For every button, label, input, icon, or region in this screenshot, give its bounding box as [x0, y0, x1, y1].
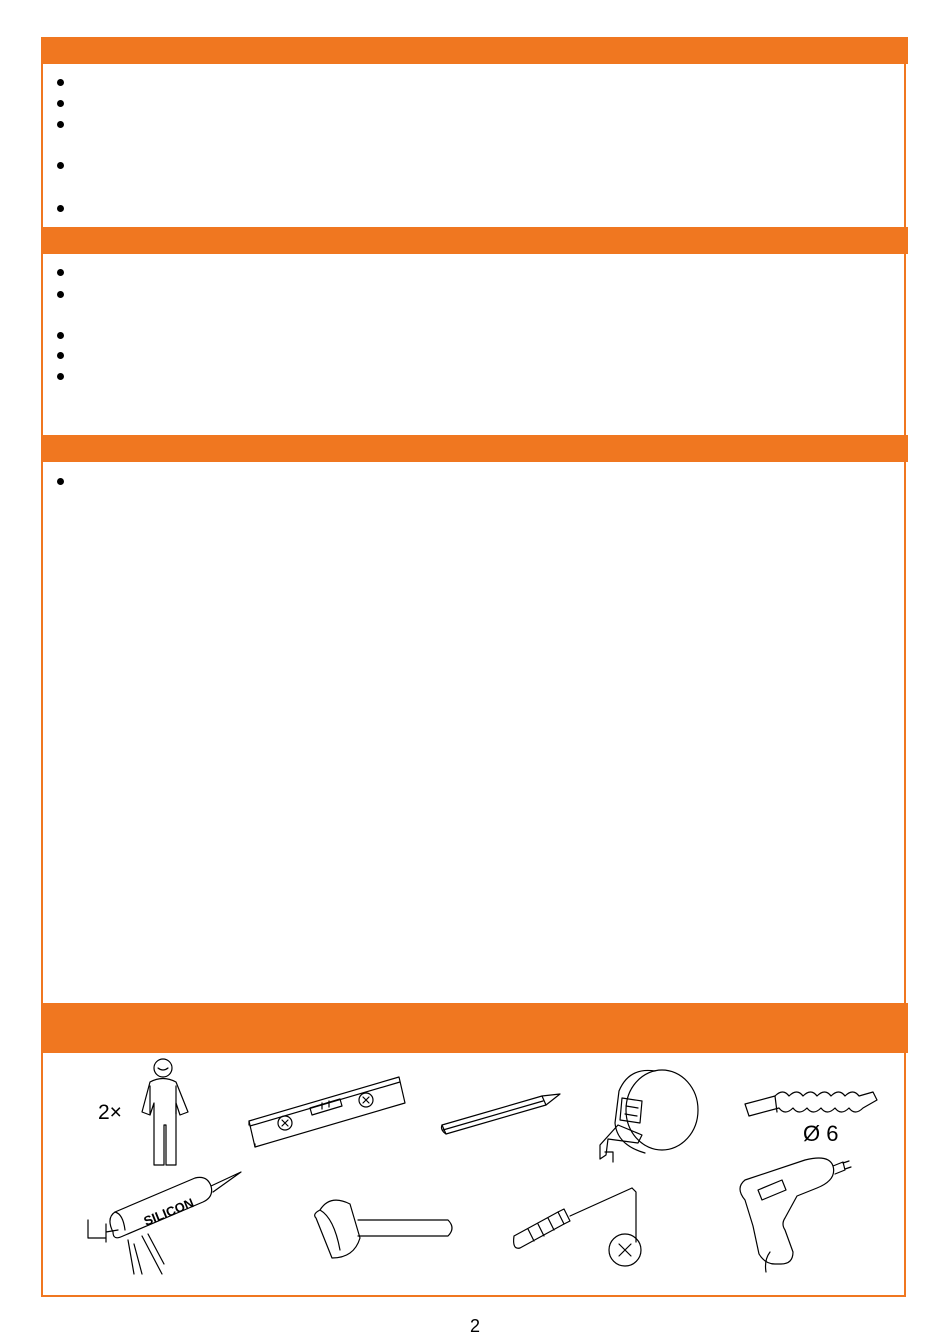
rubber-mallet-icon: [315, 1200, 452, 1258]
phillips-screwdriver-icon: [514, 1188, 641, 1266]
two-people-icon: [142, 1059, 188, 1165]
tape-measure-icon: [600, 1070, 698, 1162]
drill-bit-size-label: Ø 6: [803, 1121, 839, 1146]
spirit-level-icon: [249, 1077, 405, 1147]
silicone-gun-icon: [88, 1172, 241, 1274]
page-number: 2: [469, 1316, 480, 1336]
people-count-label: 2×: [98, 1101, 122, 1124]
drill-bit-icon: [745, 1092, 877, 1116]
silicone-label: SILICON: [141, 1195, 197, 1229]
power-drill-icon: [740, 1158, 851, 1272]
pencil-icon: [442, 1094, 561, 1134]
